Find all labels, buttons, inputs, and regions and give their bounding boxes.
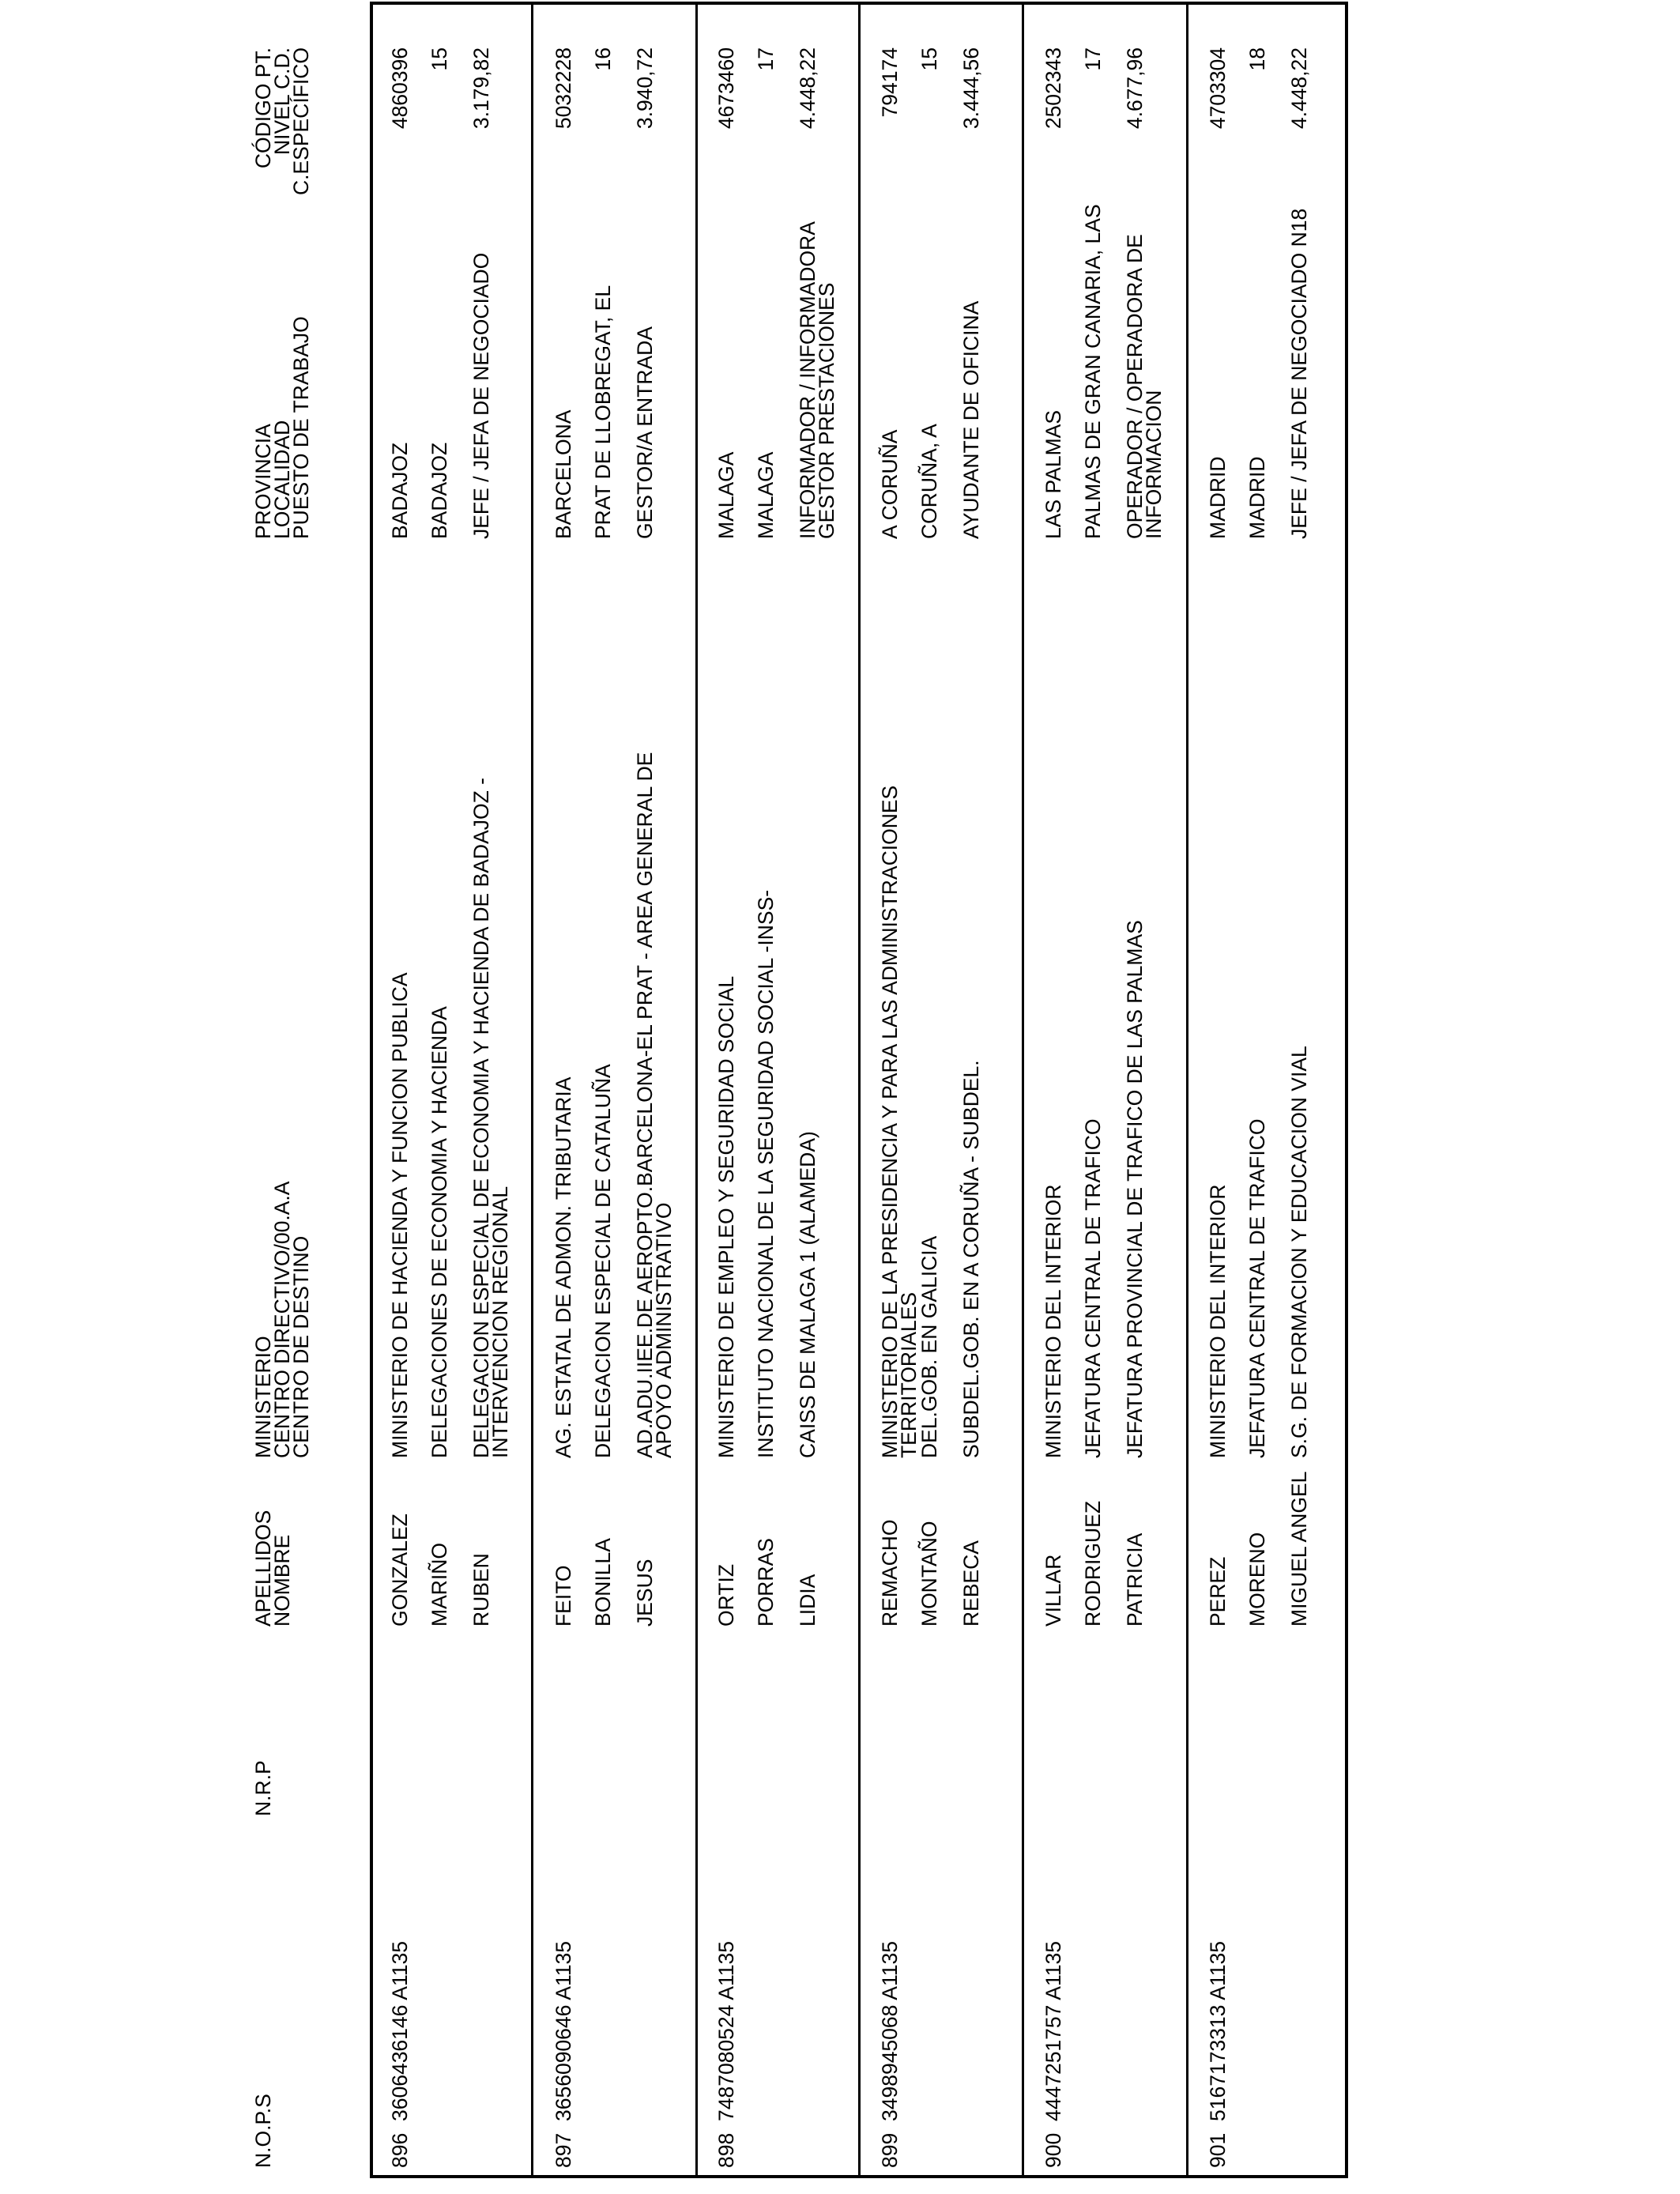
- centro-destino: SUBDEL.GOB. EN A CORUÑA - SUBDEL.: [959, 1060, 983, 1458]
- centro-destino: CAISS DE MALAGA 1 (ALAMEDA): [796, 1131, 819, 1458]
- nrp-value: 3656090646 A1135: [552, 1941, 575, 2121]
- nops-value: 901: [1206, 2132, 1230, 2168]
- apellido2: MARIÑO: [428, 1543, 451, 1627]
- apellido1: PEREZ: [1206, 1556, 1230, 1627]
- centro-directivo: DELEGACION ESPECIAL DE CATALUÑA: [591, 1064, 615, 1458]
- puesto: INFORMADOR / INFORMADORA: [796, 221, 819, 539]
- ministerio: MINISTERIO DEL INTERIOR: [1042, 1184, 1065, 1458]
- nivel: 16: [591, 47, 615, 71]
- centro-destino: DELEGACION ESPECIAL DE ECONOMIA Y HACIENDA DE BADAJOZ -: [469, 778, 493, 1458]
- nombre: MIGUEL ANGEL: [1287, 1471, 1311, 1627]
- ministerio: MINISTERIO DE LA PRESIDENCIA Y PARA LAS ADMINISTRACIONES: [878, 785, 902, 1458]
- provincia: MALAGA: [714, 451, 738, 539]
- localidad: PRAT DE LLOBREGAT, EL: [591, 285, 615, 539]
- ministerio-cont: TERRITORIALES: [897, 1291, 921, 1458]
- codigo: 4673460: [714, 47, 738, 130]
- especifico: 4.448,22: [796, 47, 819, 130]
- nrp-value: 7487080524 A1135: [714, 1941, 738, 2121]
- nombre: RUBEN: [469, 1553, 493, 1627]
- header-puesto: PUESTO DE TRABAJO: [289, 316, 313, 539]
- ministerio: AG. ESTATAL DE ADMON. TRIBUTARIA: [552, 1076, 575, 1458]
- nops-value: 898: [714, 2132, 738, 2168]
- codigo: 4703304: [1206, 47, 1230, 130]
- apellido1: REMACHO: [878, 1519, 902, 1627]
- centro-directivo: JEFATURA CENTRAL DE TRAFICO: [1245, 1118, 1269, 1458]
- apellido2: MORENO: [1245, 1532, 1269, 1627]
- apellido1: GONZALEZ: [388, 1514, 412, 1627]
- provincia: MADRID: [1206, 456, 1230, 539]
- header-nrp: N.R.P: [251, 1760, 275, 1816]
- nrp-value: 3498945068 A1135: [878, 1941, 902, 2121]
- localidad: MADRID: [1245, 456, 1269, 539]
- puesto: AYUDANTE DE OFICINA: [959, 300, 983, 539]
- nops-value: 899: [878, 2132, 902, 2168]
- apellido2: PORRAS: [754, 1538, 778, 1627]
- ministerio: MINISTERIO DEL INTERIOR: [1206, 1184, 1230, 1458]
- row-divider: [1186, 2, 1188, 2178]
- nivel: 15: [428, 47, 451, 71]
- centro-directivo: DEL.GOB. EN GALICIA: [917, 1235, 941, 1458]
- nombre: PATRICIA: [1123, 1532, 1147, 1627]
- centro-directivo: JEFATURA CENTRAL DE TRAFICO: [1081, 1118, 1105, 1458]
- especifico: 3.940,72: [633, 47, 657, 130]
- nivel: 17: [1081, 47, 1105, 71]
- centro-destino: JEFATURA PROVINCIAL DE TRAFICO DE LAS PALMAS: [1123, 920, 1147, 1458]
- provincia: A CORUÑA: [878, 429, 902, 539]
- especifico: 4.677,96: [1123, 47, 1147, 130]
- header-codigo: CÓDIGO PT.: [251, 47, 275, 169]
- localidad: PALMAS DE GRAN CANARIA, LAS: [1081, 204, 1105, 539]
- header-centro-destino: CENTRO DE DESTINO: [289, 1235, 313, 1458]
- centro-destino-cont: APOYO ADMINISTRATIVO: [652, 1202, 676, 1458]
- header-localidad: LOCALIDAD: [270, 420, 294, 539]
- apellido2: MONTAÑO: [917, 1521, 941, 1627]
- localidad: MALAGA: [754, 451, 778, 539]
- centro-destino: S.G. DE FORMACION Y EDUCACION VIAL: [1287, 1046, 1311, 1458]
- puesto: JEFE / JEFA DE NEGOCIADO: [469, 252, 493, 539]
- nops-value: 896: [388, 2132, 412, 2168]
- row-divider: [1022, 2, 1024, 2178]
- codigo: 5032228: [552, 47, 575, 130]
- provincia: LAS PALMAS: [1042, 410, 1065, 539]
- nops-value: 897: [552, 2132, 575, 2168]
- header-especifico: C.ESPECÍFICO: [289, 47, 313, 196]
- apellido1: FEITO: [552, 1565, 575, 1627]
- apellido1: VILLAR: [1042, 1554, 1065, 1627]
- codigo: 2502343: [1042, 47, 1065, 130]
- nombre: REBECA: [959, 1540, 983, 1627]
- puesto: OPERADOR / OPERADORA DE: [1123, 234, 1147, 539]
- centro-directivo: DELEGACIONES DE ECONOMIA Y HACIENDA: [428, 1006, 451, 1458]
- apellido1: ORTIZ: [714, 1563, 738, 1627]
- nombre: LIDIA: [796, 1574, 819, 1627]
- puesto: JEFE / JEFA DE NEGOCIADO N18: [1287, 208, 1311, 539]
- nrp-value: 3606436146 A1135: [388, 1941, 412, 2121]
- puesto-cont: INFORMACION: [1142, 390, 1166, 539]
- nrp-value: 4447251757 A1135: [1042, 1941, 1065, 2121]
- header-nivel: NIVEL C.D.: [270, 47, 294, 155]
- provincia: BARCELONA: [552, 409, 575, 539]
- puesto-cont: GESTOR PRESTACIONES: [815, 282, 838, 539]
- row-divider: [695, 2, 698, 2178]
- nivel: 17: [754, 47, 778, 71]
- localidad: BADAJOZ: [428, 442, 451, 539]
- nrp-value: 5167173313 A1135: [1206, 1941, 1230, 2121]
- header-apellidos: APELLIDOS: [251, 1510, 275, 1627]
- ministerio: MINISTERIO DE HACIENDA Y FUNCION PUBLICA: [388, 972, 412, 1458]
- apellido2: BONILLA: [591, 1538, 615, 1627]
- header-centro-directivo: CENTRO DIRECTIVO/00.A.A: [270, 1181, 294, 1458]
- especifico: 4.448,22: [1287, 47, 1311, 130]
- row-divider: [531, 2, 533, 2178]
- header-nops: N.O.P.S: [251, 2094, 275, 2168]
- nops-value: 900: [1042, 2132, 1065, 2168]
- header-provincia: PROVINCIA: [251, 424, 275, 539]
- apellido2: RODRIGUEZ: [1081, 1501, 1105, 1627]
- centro-directivo: INSTITUTO NACIONAL DE LA SEGURIDAD SOCIAL -INSS-: [754, 889, 778, 1458]
- nivel: 15: [917, 47, 941, 71]
- header-nombre: NOMBRE: [270, 1534, 294, 1627]
- codigo: 794174: [878, 47, 902, 118]
- ministerio: MINISTERIO DE EMPLEO Y SEGURIDAD SOCIAL: [714, 975, 738, 1458]
- nombre: JESUS: [633, 1559, 657, 1627]
- especifico: 3.444,56: [959, 47, 983, 130]
- puesto: GESTOR/A ENTRADA: [633, 326, 657, 539]
- centro-destino-cont: INTERVENCION REGIONAL: [488, 1186, 512, 1458]
- centro-destino: AD.ADU.IIEE.DE AEROPTO.BARCELONA-EL PRAT - AREA GENERAL DE: [633, 752, 657, 1458]
- especifico: 3.179,82: [469, 47, 493, 130]
- header-ministerio: MINISTERIO: [251, 1336, 275, 1458]
- codigo: 4860396: [388, 47, 412, 130]
- localidad: CORUÑA, A: [917, 424, 941, 539]
- row-divider: [858, 2, 861, 2178]
- nivel: 18: [1245, 47, 1269, 71]
- provincia: BADAJOZ: [388, 442, 412, 539]
